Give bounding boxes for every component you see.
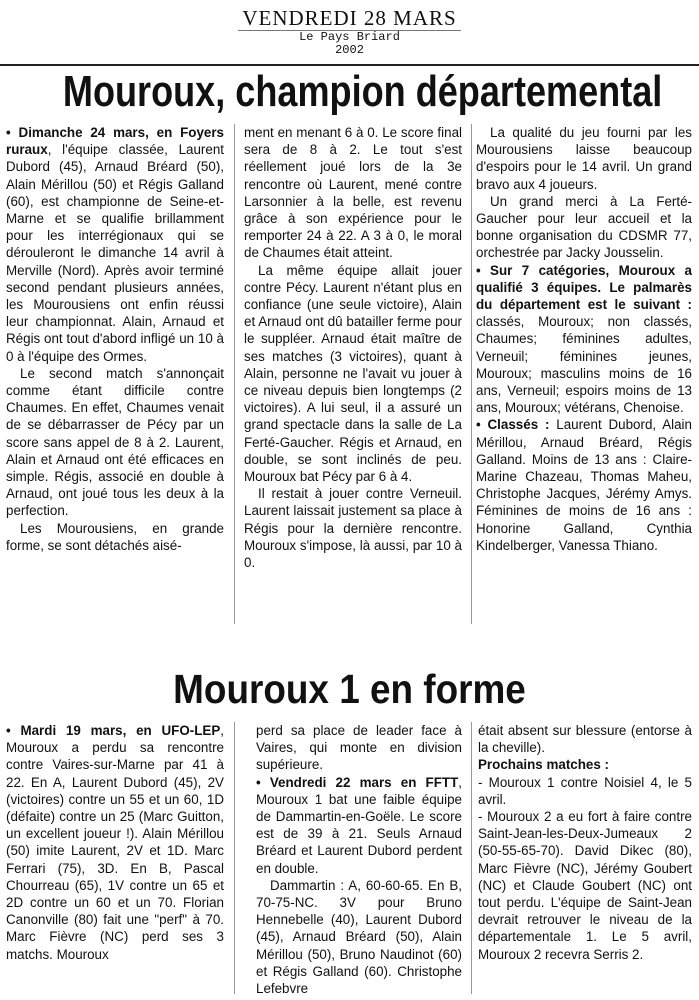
paragraph-lead: • Dimanche 24 mars, en Foyers ruraux (6, 125, 224, 158)
paragraph-text: Laurent Dubord, Alain Mérillou, Arnaud Bréard, Régis Galland. Moins de 13 ans : Claire-Marine Chazeau, Thomas Maheu, Christophe Jacques, Jérémy Amys. Féminines de moins de 16 ans : Honorine Galland, Cynthia Kindelberger, Vanessa Thiano. (476, 417, 692, 553)
paragraph (244, 124, 462, 262)
column-divider (234, 722, 235, 994)
paragraph (478, 774, 692, 808)
paragraph (478, 808, 692, 963)
paragraph-text: perd sa place de leader face à Vaires, qui monte en division supérieure. (256, 723, 462, 773)
paragraph-text: , Mouroux a perdu sa rencontre contre Vaires-sur-Marne par 41 à 22. En A, Laurent Dubord (45), 2V (victoires) contre un 55 et un 60, 1D (défaite) contre un 25 (Marc Guitton, un excellent joueur !). Alain Mérillou (50) imite Laurent, 2V et 1D. Marc Ferrari (75), 3D. En B, Pascal Chourreau (65), 1V contre un 65 et 2D contre un 60 et un 70. Florian Canonville (80) fait une "perf" à 70. Marc Fièvre (NC) perd ses 3 matchs. Mouroux (6, 723, 224, 962)
issue-date: VENDREDI 28 MARS (238, 6, 460, 31)
article2-column-3 (478, 722, 692, 963)
paragraph-lead: • Vendredi 22 mars en FFTT (256, 774, 459, 790)
paragraph-lead: • Sur 7 catégories, Mouroux a qualifié 3 équipes. Le palmarès du département est le suivant : (476, 262, 692, 313)
article1-headline: Mouroux, champion départemental (62, 67, 663, 116)
masthead (0, 6, 699, 57)
article1-column-1 (6, 124, 224, 554)
paragraph-text: Dammartin : A, 60-60-65. En B, 70-75-NC. 3V pour Bruno Hennebelle (40), Laurent Dubord (45), Arnaud Bréard (50), Alain Mérillou (50), Bruno Naudinot (60) et Régis Galland (60). Christophe Lefebvre (256, 877, 462, 997)
paragraph (6, 365, 224, 520)
paragraph (256, 774, 462, 877)
paragraph (478, 756, 692, 773)
paragraph (244, 485, 462, 571)
article2-column-2 (256, 722, 462, 997)
paragraph (478, 722, 692, 756)
paragraph-lead: • Classés : (476, 417, 550, 433)
paragraph (6, 520, 224, 554)
column-divider (471, 722, 472, 994)
headline-rule-top (0, 64, 699, 66)
paragraph-text: - Mouroux 2 a eu fort à faire contre Saint-Jean-les-Deux-Jumeaux 2 (50-55-65-70). David Dikec (80), Marc Fièvre (NC), Jérémy Goubert (NC) et Claude Goubert (NC) ont tout perdu. L'équipe de Saint-Jean devrait retrouver le niveau de la départementale 1. Le 5 avril, Mouroux 2 recevra Serris 2. (478, 809, 692, 962)
paragraph (6, 124, 224, 365)
column-divider (234, 124, 235, 624)
paragraph (256, 877, 462, 997)
paragraph-text: était absent sur blessure (entorse à la cheville). (478, 723, 692, 756)
paragraph-text: ment en menant 6 à 0. Le score final sera de 8 à 2. Le tout s'est réellement joué lors de la 3e rencontre où Laurent, mené contre Larsonnier à la belle, est revenu grâce à son expérience pour le remporter 24 à 22. A 3 à 0, le moral de Chaumes était atteint. (244, 125, 462, 261)
paragraph-text: Il restait à jouer contre Verneuil. Laurent laissait justement sa place à Régis pour la dernière rencontre. Mouroux s'impose, là aussi, par 10 à 0. (244, 486, 462, 571)
paragraph-text: Le second match s'annonçait comme étant difficile contre Chaumes. En effet, Chaumes venait de se débarrasser de Pécy par un score sans appel de 8 à 2. Laurent, Alain et Arnaud ont été efficaces en simple. Régis, associé en double à Arnaud, ont joué tous les deux à la perfection. (6, 365, 224, 519)
column-divider (471, 124, 472, 624)
issue-year: 2002 (335, 43, 364, 57)
paragraph-text: - Mouroux 1 contre Noisiel 4, le 5 avril. (478, 774, 692, 807)
paragraph (476, 193, 692, 262)
paragraph (244, 262, 462, 486)
paragraph (476, 124, 692, 193)
newspaper-name: Le Pays Briard (299, 30, 400, 44)
paragraph-text: , Mouroux 1 bat une faible équipe de Dammartin-en-Goële. Le score est de 39 à 21. Seuls Arnaud Bréard et Laurent Dubord perdent en double. (256, 774, 462, 876)
paragraph-lead: Prochains matches : (478, 757, 609, 773)
paragraph-text: , l'équipe classée, Laurent Dubord (45), Arnaud Bréard (50), Alain Mérillou (50) et Régis Galland (60), est championne de Seine-et-Marne et se qualifie brillamment pour les interrégionaux qui se dérouleront le dimanche 14 avril à Merville (Nord). Après avoir terminé second pendant plusieurs années, les Mourousiens ont enfin réussi leur championnat. Alain, Arnaud et Régis ont tout d'abord infligé un 10 à 0 à l'équipe des Ormes. (6, 142, 224, 364)
paragraph-text: Les Mourousiens, en grande forme, se sont détachés aisé- (6, 520, 224, 553)
paragraph (256, 722, 462, 774)
paragraph (476, 262, 692, 417)
paragraph-text: La qualité du jeu fourni par les Mourousiens laisse beaucoup d'espoirs pour le 14 avril. Un grand bravo aux 4 joueurs. (476, 125, 692, 192)
paragraph (6, 722, 224, 963)
paragraph-text: classés, Mouroux; non classés, Chaumes; féminines adultes, Verneuil; féminines jeunes, Mouroux; masculins moins de 16 ans, Verneuil; espoirs moins de 13 ans, Mouroux; vétérans, Chenoise. (476, 314, 692, 416)
article1-column-3 (476, 124, 692, 554)
paragraph-text: Un grand merci à La Ferté-Gaucher pour leur accueil et la bonne organisation du CDSMR 77, orchestrée par Jacky Jousselin. (476, 193, 692, 261)
article2-headline: Mouroux 1 en forme (173, 666, 526, 712)
paragraph-lead: • Mardi 19 mars, en UFO-LEP (6, 723, 221, 738)
article1-column-2 (244, 124, 462, 571)
paragraph-text: La même équipe allait jouer contre Pécy. Laurent n'étant plus en confiance (une seule victoire), Alain et Arnaud ont dû batailler ferme pour le suppléer. Arnaud était maître de ses matches (3 victoires), quant à Alain, personne ne l'avait vu jouer à ce niveau depuis bien longtemps (2 victoires). A lui seul, il a assuré un grand spectacle dans la salle de La Ferté-Gaucher. Régis et Arnaud, en double, se sont inclinés de peu. Mouroux bat Pécy par 6 à 4. (244, 262, 462, 485)
article2-column-1 (6, 722, 224, 963)
paragraph (476, 416, 692, 554)
